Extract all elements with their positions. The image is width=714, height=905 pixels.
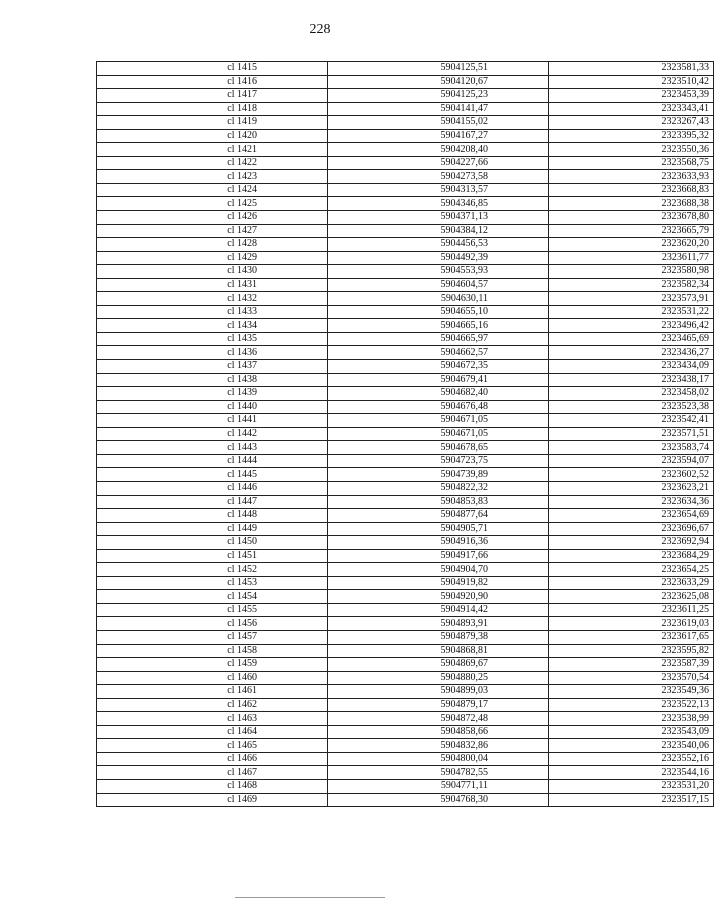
point-id-cell: cl 1461 bbox=[97, 685, 328, 699]
point-id-cell: cl 1435 bbox=[97, 332, 328, 346]
table-row bbox=[97, 617, 714, 631]
y-coordinate-cell: 2323595,82 bbox=[549, 644, 714, 658]
point-id-cell: cl 1421 bbox=[97, 143, 328, 157]
y-coordinate-cell: 2323583,74 bbox=[549, 441, 714, 455]
x-coordinate-cell: 5904678,65 bbox=[328, 441, 549, 455]
point-id-cell: cl 1420 bbox=[97, 129, 328, 143]
table-row bbox=[97, 238, 714, 252]
y-coordinate-cell: 2323458,02 bbox=[549, 387, 714, 401]
point-id-cell: cl 1466 bbox=[97, 752, 328, 766]
x-coordinate-cell: 5904905,71 bbox=[328, 522, 549, 536]
y-coordinate-cell: 2323573,91 bbox=[549, 292, 714, 306]
table-row bbox=[97, 698, 714, 712]
y-coordinate-cell: 2323617,65 bbox=[549, 630, 714, 644]
table-row bbox=[97, 536, 714, 550]
y-coordinate-cell: 2323611,77 bbox=[549, 251, 714, 265]
point-id-cell: cl 1454 bbox=[97, 590, 328, 604]
y-coordinate-cell: 2323634,36 bbox=[549, 495, 714, 509]
y-coordinate-cell: 2323540,06 bbox=[549, 739, 714, 753]
table-row bbox=[97, 278, 714, 292]
point-id-cell: cl 1449 bbox=[97, 522, 328, 536]
x-coordinate-cell: 5904313,57 bbox=[328, 183, 549, 197]
x-coordinate-cell: 5904346,85 bbox=[328, 197, 549, 211]
point-id-cell: cl 1417 bbox=[97, 89, 328, 103]
table-row bbox=[97, 658, 714, 672]
table-row bbox=[97, 712, 714, 726]
table-row bbox=[97, 563, 714, 577]
x-coordinate-cell: 5904384,12 bbox=[328, 224, 549, 238]
point-id-cell: cl 1436 bbox=[97, 346, 328, 360]
y-coordinate-cell: 2323654,69 bbox=[549, 509, 714, 523]
y-coordinate-cell: 2323434,09 bbox=[549, 360, 714, 374]
point-id-cell: cl 1460 bbox=[97, 671, 328, 685]
page-number: 228 bbox=[309, 22, 331, 37]
table-row bbox=[97, 305, 714, 319]
table-row bbox=[97, 671, 714, 685]
point-id-cell: cl 1457 bbox=[97, 630, 328, 644]
x-coordinate-cell: 5904553,93 bbox=[328, 265, 549, 279]
y-coordinate-cell: 2323580,98 bbox=[549, 265, 714, 279]
point-id-cell: cl 1433 bbox=[97, 305, 328, 319]
x-coordinate-cell: 5904671,05 bbox=[328, 427, 549, 441]
y-coordinate-cell: 2323692,94 bbox=[549, 536, 714, 550]
y-coordinate-cell: 2323531,20 bbox=[549, 779, 714, 793]
y-coordinate-cell: 2323544,16 bbox=[549, 766, 714, 780]
table-row bbox=[97, 211, 714, 225]
x-coordinate-cell: 5904208,40 bbox=[328, 143, 549, 157]
table-row bbox=[97, 129, 714, 143]
y-coordinate-cell: 2323696,67 bbox=[549, 522, 714, 536]
y-coordinate-cell: 2323633,93 bbox=[549, 170, 714, 184]
point-id-cell: cl 1423 bbox=[97, 170, 328, 184]
x-coordinate-cell: 5904914,42 bbox=[328, 603, 549, 617]
table-row bbox=[97, 360, 714, 374]
y-coordinate-cell: 2323538,99 bbox=[549, 712, 714, 726]
point-id-cell: cl 1459 bbox=[97, 658, 328, 672]
x-coordinate-cell: 5904371,13 bbox=[328, 211, 549, 225]
y-coordinate-cell: 2323465,69 bbox=[549, 332, 714, 346]
x-coordinate-cell: 5904832,86 bbox=[328, 739, 549, 753]
x-coordinate-cell: 5904879,17 bbox=[328, 698, 549, 712]
table-row bbox=[97, 62, 714, 76]
point-id-cell: cl 1455 bbox=[97, 603, 328, 617]
y-coordinate-cell: 2323633,29 bbox=[549, 576, 714, 590]
y-coordinate-cell: 2323543,09 bbox=[549, 725, 714, 739]
point-id-cell: cl 1440 bbox=[97, 400, 328, 414]
point-id-cell: cl 1419 bbox=[97, 116, 328, 130]
table-row bbox=[97, 332, 714, 346]
table-row bbox=[97, 766, 714, 780]
point-id-cell: cl 1441 bbox=[97, 414, 328, 428]
table-row bbox=[97, 373, 714, 387]
point-id-cell: cl 1463 bbox=[97, 712, 328, 726]
x-coordinate-cell: 5904893,91 bbox=[328, 617, 549, 631]
point-id-cell: cl 1427 bbox=[97, 224, 328, 238]
y-coordinate-cell: 2323552,16 bbox=[549, 752, 714, 766]
x-coordinate-cell: 5904782,55 bbox=[328, 766, 549, 780]
x-coordinate-cell: 5904869,67 bbox=[328, 658, 549, 672]
point-id-cell: cl 1434 bbox=[97, 319, 328, 333]
x-coordinate-cell: 5904771,11 bbox=[328, 779, 549, 793]
table-row bbox=[97, 224, 714, 238]
point-id-cell: cl 1464 bbox=[97, 725, 328, 739]
table-row bbox=[97, 752, 714, 766]
y-coordinate-cell: 2323665,79 bbox=[549, 224, 714, 238]
point-id-cell: cl 1448 bbox=[97, 509, 328, 523]
y-coordinate-cell: 2323517,15 bbox=[549, 793, 714, 807]
x-coordinate-cell: 5904880,25 bbox=[328, 671, 549, 685]
x-coordinate-cell: 5904141,47 bbox=[328, 102, 549, 116]
y-coordinate-cell: 2323453,39 bbox=[549, 89, 714, 103]
point-id-cell: cl 1438 bbox=[97, 373, 328, 387]
table-row bbox=[97, 265, 714, 279]
point-id-cell: cl 1445 bbox=[97, 468, 328, 482]
table-row bbox=[97, 102, 714, 116]
y-coordinate-cell: 2323395,32 bbox=[549, 129, 714, 143]
x-coordinate-cell: 5904273,58 bbox=[328, 170, 549, 184]
table-row bbox=[97, 576, 714, 590]
table-row bbox=[97, 116, 714, 130]
table-row bbox=[97, 685, 714, 699]
point-id-cell: cl 1467 bbox=[97, 766, 328, 780]
table-row bbox=[97, 603, 714, 617]
y-coordinate-cell: 2323688,38 bbox=[549, 197, 714, 211]
point-id-cell: cl 1450 bbox=[97, 536, 328, 550]
point-id-cell: cl 1425 bbox=[97, 197, 328, 211]
point-id-cell: cl 1416 bbox=[97, 75, 328, 89]
table-row bbox=[97, 156, 714, 170]
x-coordinate-cell: 5904872,48 bbox=[328, 712, 549, 726]
table-row bbox=[97, 630, 714, 644]
table-row bbox=[97, 468, 714, 482]
table-row bbox=[97, 400, 714, 414]
x-coordinate-cell: 5904676,48 bbox=[328, 400, 549, 414]
table-row bbox=[97, 481, 714, 495]
x-coordinate-cell: 5904456,53 bbox=[328, 238, 549, 252]
table-row bbox=[97, 143, 714, 157]
y-coordinate-cell: 2323496,42 bbox=[549, 319, 714, 333]
x-coordinate-cell: 5904682,40 bbox=[328, 387, 549, 401]
x-coordinate-cell: 5904655,10 bbox=[328, 305, 549, 319]
table-row bbox=[97, 779, 714, 793]
y-coordinate-cell: 2323571,51 bbox=[549, 427, 714, 441]
x-coordinate-cell: 5904899,03 bbox=[328, 685, 549, 699]
x-coordinate-cell: 5904125,51 bbox=[328, 62, 549, 76]
y-coordinate-cell: 2323594,07 bbox=[549, 454, 714, 468]
coordinates-table-body bbox=[97, 62, 714, 807]
table-row bbox=[97, 89, 714, 103]
x-coordinate-cell: 5904155,02 bbox=[328, 116, 549, 130]
point-id-cell: cl 1451 bbox=[97, 549, 328, 563]
point-id-cell: cl 1447 bbox=[97, 495, 328, 509]
y-coordinate-cell: 2323678,80 bbox=[549, 211, 714, 225]
x-coordinate-cell: 5904679,41 bbox=[328, 373, 549, 387]
point-id-cell: cl 1456 bbox=[97, 617, 328, 631]
y-coordinate-cell: 2323623,21 bbox=[549, 481, 714, 495]
point-id-cell: cl 1437 bbox=[97, 360, 328, 374]
point-id-cell: cl 1415 bbox=[97, 62, 328, 76]
x-coordinate-cell: 5904120,67 bbox=[328, 75, 549, 89]
y-coordinate-cell: 2323668,83 bbox=[549, 183, 714, 197]
x-coordinate-cell: 5904853,83 bbox=[328, 495, 549, 509]
point-id-cell: cl 1443 bbox=[97, 441, 328, 455]
x-coordinate-cell: 5904662,57 bbox=[328, 346, 549, 360]
table-row bbox=[97, 725, 714, 739]
x-coordinate-cell: 5904919,82 bbox=[328, 576, 549, 590]
y-coordinate-cell: 2323587,39 bbox=[549, 658, 714, 672]
y-coordinate-cell: 2323611,25 bbox=[549, 603, 714, 617]
point-id-cell: cl 1430 bbox=[97, 265, 328, 279]
table-row bbox=[97, 441, 714, 455]
footer-divider bbox=[235, 897, 385, 898]
table-row bbox=[97, 387, 714, 401]
table-row bbox=[97, 495, 714, 509]
point-id-cell: cl 1426 bbox=[97, 211, 328, 225]
table-row bbox=[97, 346, 714, 360]
point-id-cell: cl 1431 bbox=[97, 278, 328, 292]
point-id-cell: cl 1469 bbox=[97, 793, 328, 807]
point-id-cell: cl 1429 bbox=[97, 251, 328, 265]
y-coordinate-cell: 2323549,36 bbox=[549, 685, 714, 699]
y-coordinate-cell: 2323568,75 bbox=[549, 156, 714, 170]
x-coordinate-cell: 5904879,38 bbox=[328, 630, 549, 644]
y-coordinate-cell: 2323522,13 bbox=[549, 698, 714, 712]
table-row bbox=[97, 414, 714, 428]
x-coordinate-cell: 5904492,39 bbox=[328, 251, 549, 265]
table-row bbox=[97, 75, 714, 89]
x-coordinate-cell: 5904125,23 bbox=[328, 89, 549, 103]
y-coordinate-cell: 2323654,25 bbox=[549, 563, 714, 577]
x-coordinate-cell: 5904665,97 bbox=[328, 332, 549, 346]
x-coordinate-cell: 5904739,89 bbox=[328, 468, 549, 482]
y-coordinate-cell: 2323570,54 bbox=[549, 671, 714, 685]
point-id-cell: cl 1462 bbox=[97, 698, 328, 712]
y-coordinate-cell: 2323343,41 bbox=[549, 102, 714, 116]
point-id-cell: cl 1453 bbox=[97, 576, 328, 590]
x-coordinate-cell: 5904665,16 bbox=[328, 319, 549, 333]
point-id-cell: cl 1422 bbox=[97, 156, 328, 170]
table-row bbox=[97, 549, 714, 563]
y-coordinate-cell: 2323602,52 bbox=[549, 468, 714, 482]
table-row bbox=[97, 170, 714, 184]
x-coordinate-cell: 5904672,35 bbox=[328, 360, 549, 374]
table-row bbox=[97, 427, 714, 441]
y-coordinate-cell: 2323550,36 bbox=[549, 143, 714, 157]
x-coordinate-cell: 5904858,66 bbox=[328, 725, 549, 739]
table-row bbox=[97, 251, 714, 265]
table-row bbox=[97, 319, 714, 333]
x-coordinate-cell: 5904904,70 bbox=[328, 563, 549, 577]
coordinates-table bbox=[96, 61, 714, 807]
table-row bbox=[97, 590, 714, 604]
table-row bbox=[97, 644, 714, 658]
point-id-cell: cl 1432 bbox=[97, 292, 328, 306]
y-coordinate-cell: 2323523,38 bbox=[549, 400, 714, 414]
table-row bbox=[97, 739, 714, 753]
y-coordinate-cell: 2323684,29 bbox=[549, 549, 714, 563]
y-coordinate-cell: 2323581,33 bbox=[549, 62, 714, 76]
y-coordinate-cell: 2323267,43 bbox=[549, 116, 714, 130]
x-coordinate-cell: 5904723,75 bbox=[328, 454, 549, 468]
y-coordinate-cell: 2323625,08 bbox=[549, 590, 714, 604]
point-id-cell: cl 1468 bbox=[97, 779, 328, 793]
y-coordinate-cell: 2323620,20 bbox=[549, 238, 714, 252]
point-id-cell: cl 1439 bbox=[97, 387, 328, 401]
x-coordinate-cell: 5904877,64 bbox=[328, 509, 549, 523]
y-coordinate-cell: 2323582,34 bbox=[549, 278, 714, 292]
table-row bbox=[97, 509, 714, 523]
y-coordinate-cell: 2323436,27 bbox=[549, 346, 714, 360]
point-id-cell: cl 1452 bbox=[97, 563, 328, 577]
x-coordinate-cell: 5904920,90 bbox=[328, 590, 549, 604]
x-coordinate-cell: 5904630,11 bbox=[328, 292, 549, 306]
point-id-cell: cl 1428 bbox=[97, 238, 328, 252]
table-row bbox=[97, 522, 714, 536]
table-row bbox=[97, 793, 714, 807]
x-coordinate-cell: 5904227,66 bbox=[328, 156, 549, 170]
table-row bbox=[97, 292, 714, 306]
table-row bbox=[97, 183, 714, 197]
x-coordinate-cell: 5904768,30 bbox=[328, 793, 549, 807]
point-id-cell: cl 1465 bbox=[97, 739, 328, 753]
y-coordinate-cell: 2323619,03 bbox=[549, 617, 714, 631]
x-coordinate-cell: 5904916,36 bbox=[328, 536, 549, 550]
point-id-cell: cl 1442 bbox=[97, 427, 328, 441]
x-coordinate-cell: 5904671,05 bbox=[328, 414, 549, 428]
x-coordinate-cell: 5904167,27 bbox=[328, 129, 549, 143]
x-coordinate-cell: 5904868,81 bbox=[328, 644, 549, 658]
x-coordinate-cell: 5904604,57 bbox=[328, 278, 549, 292]
x-coordinate-cell: 5904800,04 bbox=[328, 752, 549, 766]
table-row bbox=[97, 454, 714, 468]
y-coordinate-cell: 2323438,17 bbox=[549, 373, 714, 387]
table-row bbox=[97, 197, 714, 211]
point-id-cell: cl 1418 bbox=[97, 102, 328, 116]
y-coordinate-cell: 2323542,41 bbox=[549, 414, 714, 428]
x-coordinate-cell: 5904822,32 bbox=[328, 481, 549, 495]
y-coordinate-cell: 2323510,42 bbox=[549, 75, 714, 89]
point-id-cell: cl 1446 bbox=[97, 481, 328, 495]
point-id-cell: cl 1424 bbox=[97, 183, 328, 197]
x-coordinate-cell: 5904917,66 bbox=[328, 549, 549, 563]
point-id-cell: cl 1444 bbox=[97, 454, 328, 468]
point-id-cell: cl 1458 bbox=[97, 644, 328, 658]
y-coordinate-cell: 2323531,22 bbox=[549, 305, 714, 319]
